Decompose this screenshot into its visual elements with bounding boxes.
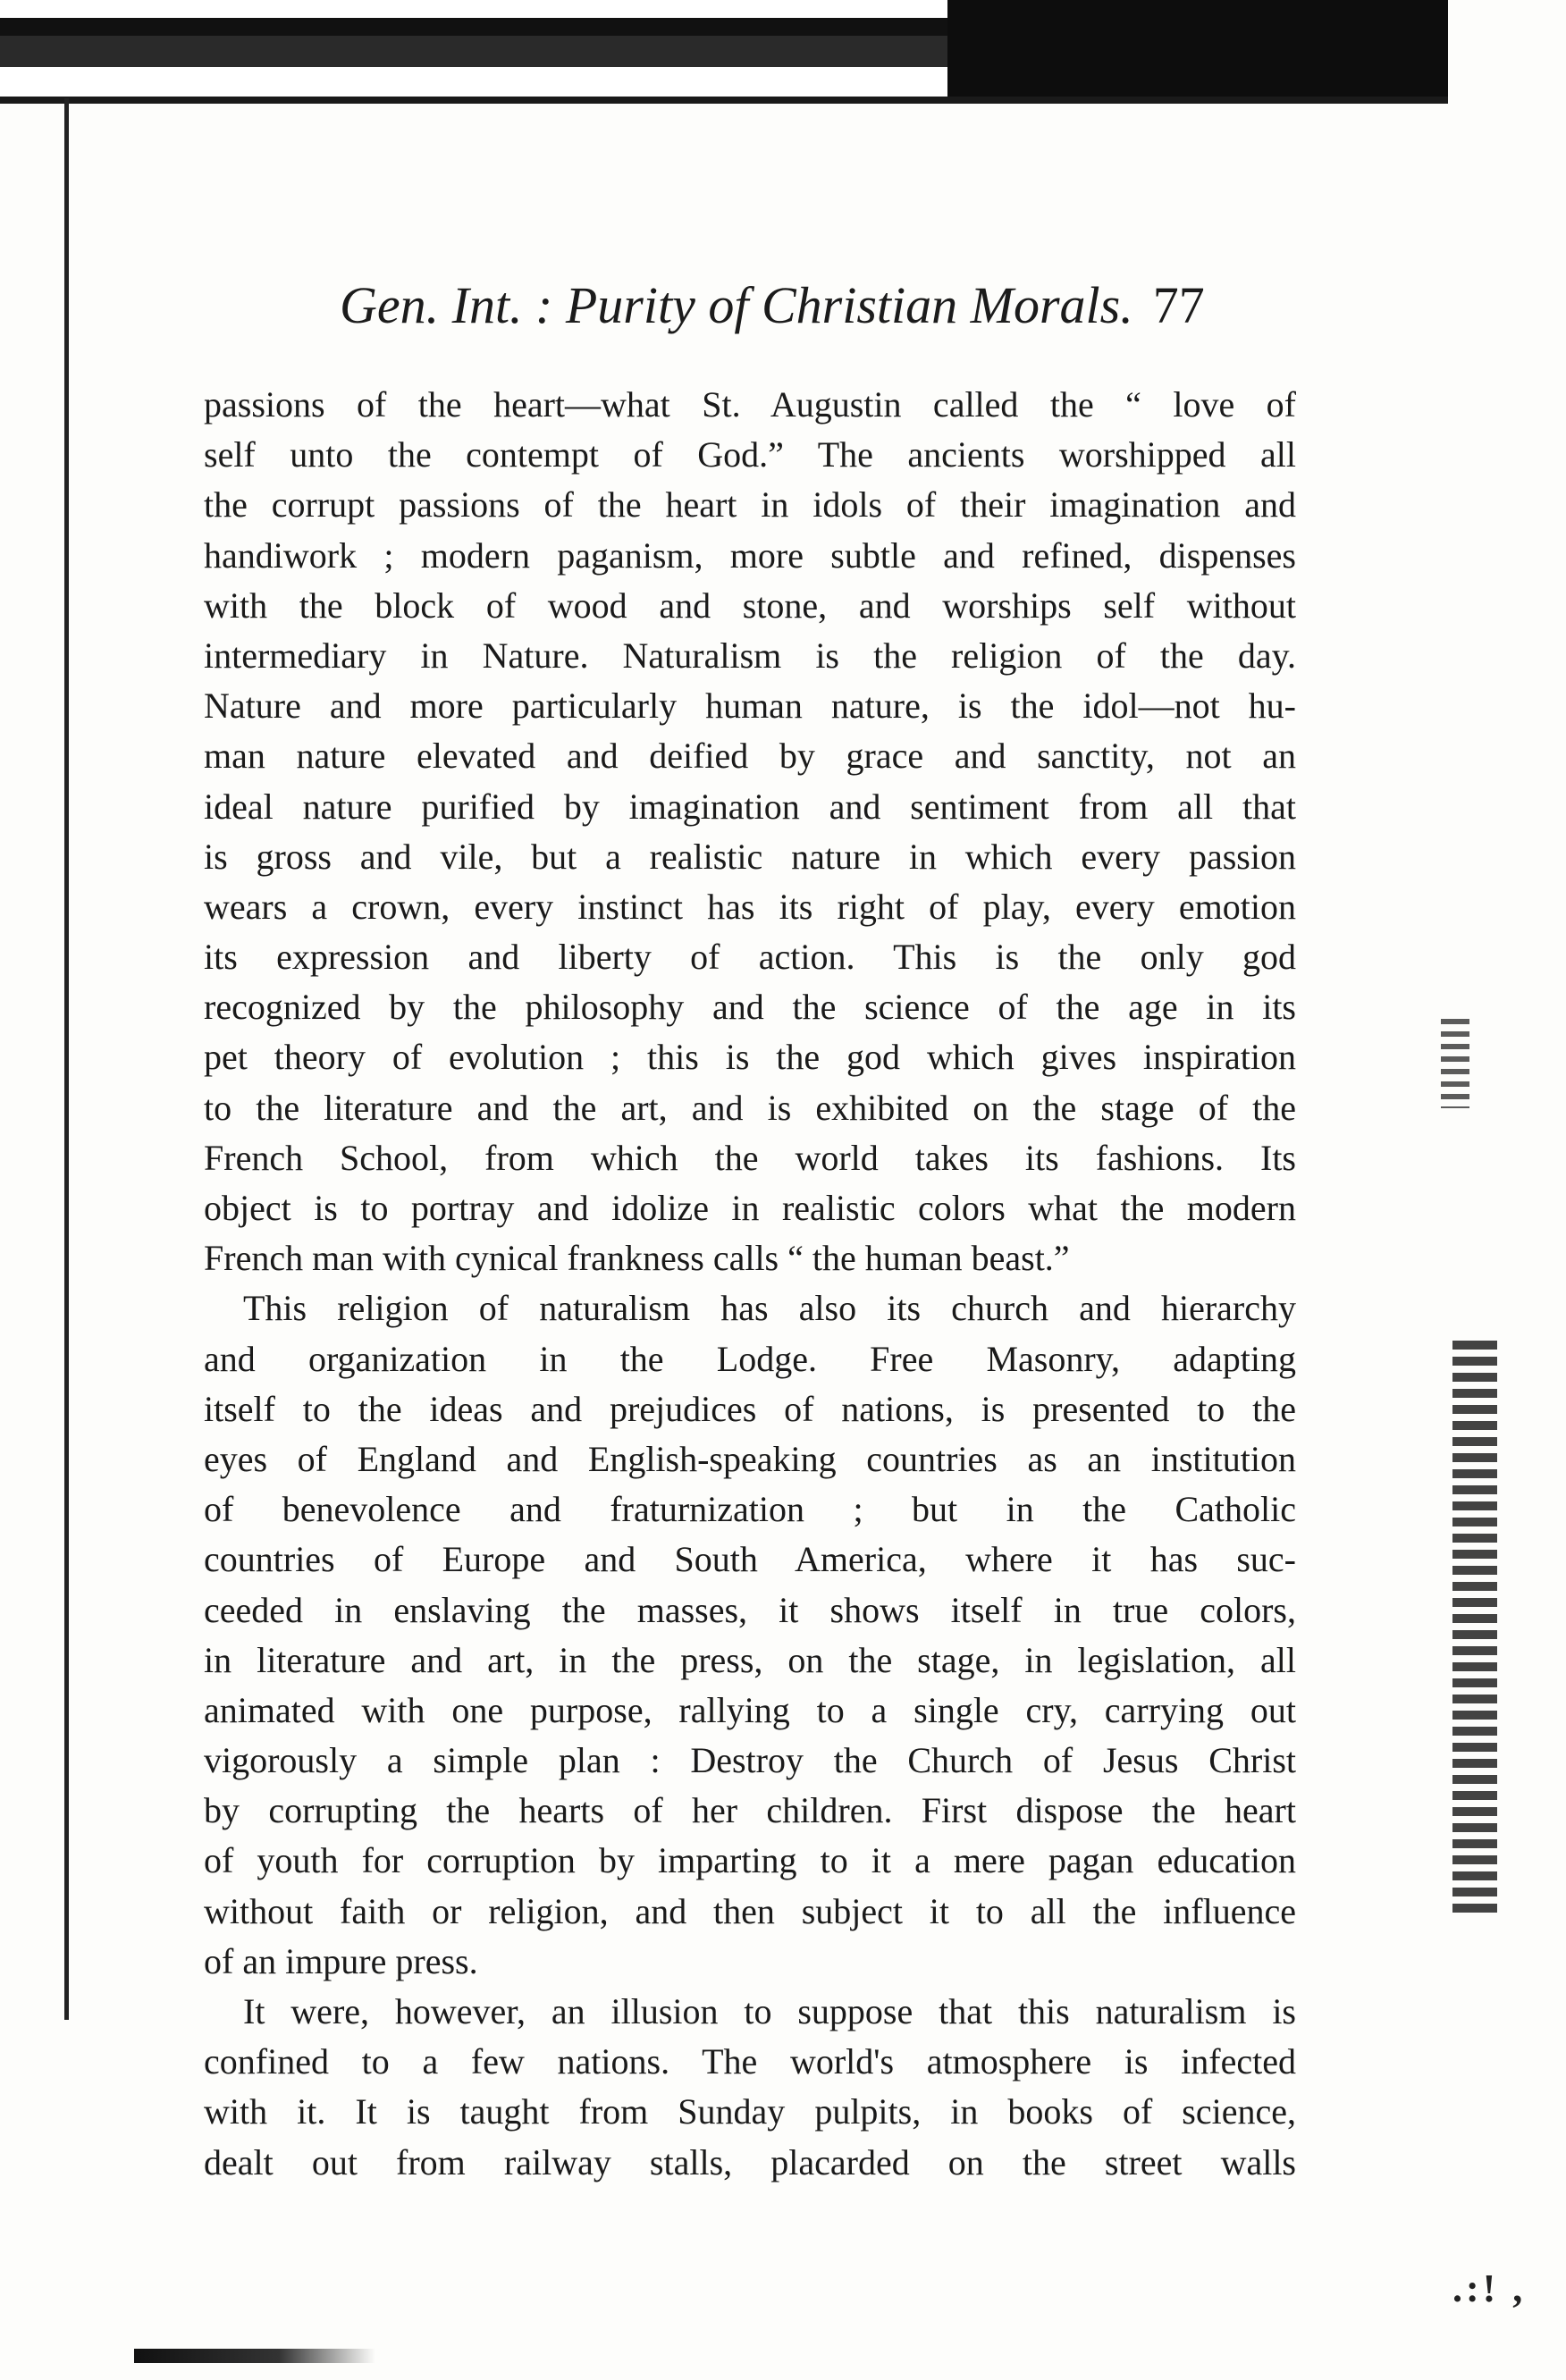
text-line: and organization in the Lodge. Free Masonry, adapting (204, 1338, 1296, 1379)
text-line: dealt out from railway stalls, placarded on the street walls (204, 2141, 1296, 2182)
running-head-title: Gen. Int. : Purity of Christian Morals. (340, 276, 1133, 334)
text-line: animated with one purpose, rallying to a single cry, carrying out (204, 1689, 1296, 1730)
scan-top-dark-block (947, 0, 1448, 103)
running-head (340, 275, 1323, 335)
text-line: with it. It is taught from Sunday pulpits, in books of science, (204, 2091, 1296, 2132)
text-line: its expression and liberty of action. This is the only god (204, 937, 1296, 978)
text-line: vigorously a simple plan : Destroy the Church of Jesus Christ (204, 1740, 1296, 1781)
text-line: self unto the contempt of God.” The ancients worshipped all (204, 434, 1296, 475)
scan-right-edge-noise (1452, 1341, 1497, 1913)
text-line: eyes of England and English-speaking countries as an institution (204, 1438, 1296, 1479)
text-line: of youth for corruption by imparting to it a mere pagan education (204, 1840, 1296, 1881)
text-line: object is to portray and idolize in realistic colors what the modern (204, 1188, 1296, 1228)
scan-right-artifact (1441, 1019, 1469, 1108)
text-line: intermediary in Nature. Naturalism is the religion of the day. (204, 635, 1296, 676)
text-line: itself to the ideas and prejudices of nations, is presented to the (204, 1388, 1296, 1429)
text-line: ideal nature purified by imagination and sentiment from all that (204, 786, 1296, 827)
text-line: recognized by the philosophy and the science of the age in its (204, 987, 1296, 1028)
text-line: of benevolence and fraturnization ; but in the Catholic (204, 1489, 1296, 1530)
text-line: without faith or religion, and then subject it to all the influence (204, 1890, 1296, 1931)
text-line: This religion of naturalism has also its church and hierarchy (243, 1288, 1296, 1329)
text-line: countries of Europe and South America, where it has suc- (204, 1539, 1296, 1580)
text-line: Nature and more particularly human nature, is the idol—not hu- (204, 685, 1296, 727)
text-line: It were, however, an illusion to suppose that this naturalism is (243, 1991, 1296, 2031)
text-line: in literature and art, in the press, on the stage, in legislation, all (204, 1639, 1296, 1680)
text-line: of an impure press. (204, 1940, 478, 1981)
text-line: French School, from which the world takes its fashions. Its (204, 1137, 1296, 1178)
text-line: by corrupting the hearts of her children. First dispose the heart (204, 1790, 1296, 1831)
text-line: pet theory of evolution ; this is the god which gives inspiration (204, 1037, 1296, 1078)
text-line: to the literature and the art, and is exhibited on the stage of the (204, 1087, 1296, 1128)
page-number: 77 (1152, 276, 1205, 334)
body-text (204, 380, 1296, 2188)
text-line: ceeded in enslaving the masses, it shows itself in true colors, (204, 1589, 1296, 1630)
text-line: confined to a few nations. The world's atmosphere is infected (204, 2041, 1296, 2082)
text-line: French man with cynical frankness calls “ the human beast.” (204, 1238, 1070, 1279)
scan-corner-artifact: .:! , (1452, 2266, 1527, 2310)
scan-left-edge (64, 98, 69, 2020)
text-line: wears a crown, every instinct has its right of play, every emotion (204, 886, 1296, 927)
text-line: with the block of wood and stone, and worships self without (204, 584, 1296, 626)
text-line: is gross and vile, but a realistic nature in which every passion (204, 836, 1296, 877)
text-line: passions of the heart—what St. Augustin called the “ love of (204, 384, 1296, 425)
text-line: handiwork ; modern paganism, more subtle and refined, dispenses (204, 534, 1296, 576)
text-line: man nature elevated and deified by grace and sanctity, not an (204, 736, 1296, 777)
scan-bottom-artifact (134, 2349, 375, 2363)
text-line: the corrupt passions of the heart in idols of their imagination and (204, 484, 1296, 526)
scan-top-rule (0, 97, 1448, 104)
